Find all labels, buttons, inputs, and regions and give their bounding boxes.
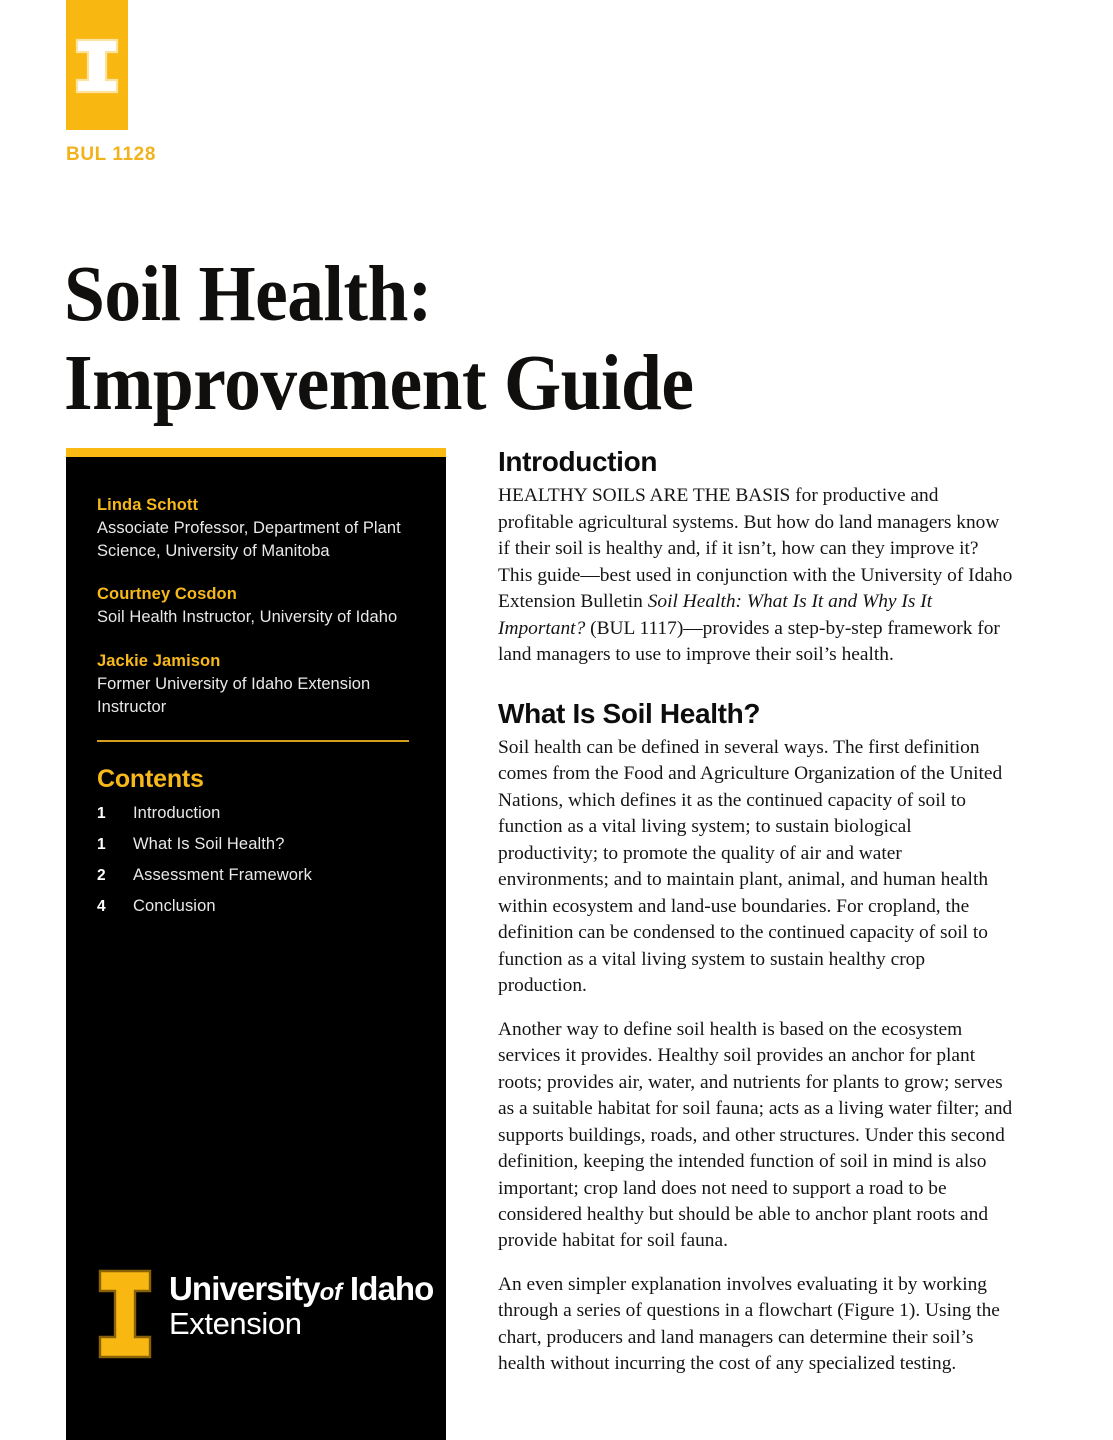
page-title-line-1: Soil Health: [64,250,432,338]
sidebar-gold-rule [66,448,446,457]
author-entry [97,494,420,562]
extension-wordmark-line-2: Extension [169,1306,302,1341]
intro-text-part-2: (BUL 1117)—provides a step-by-step framework for land managers to use to improve their soil’s health. [498,617,1000,666]
sidebar-divider [97,740,409,742]
author-entry [97,650,420,718]
toc-page-number: 2 [97,867,106,885]
intro-text-part-1: HEALTHY SOILS ARE THE BASIS for productive and profitable agricultural systems. But how do land managers know if their soil is healthy and, if it isn’t, how can they improve it? This guide—best used in conjunction with the University of Idaho Extension Bulletin [498,485,1013,613]
paragraph-introduction [498,483,1014,668]
toc-item-what-is-soil-health[interactable] [97,835,420,854]
paragraph-what-is-soil-health-1: Soil health can be defined in several ways. The first definition comes from the Food and Agriculture Organization of the United Nations, which defines it as the continued capacity of soil to function as a vital living system; to sustain biological productivity; to promote the quality of air and water environments; and to maintain plant, animal, and human health within ecosystem and land-use boundaries. For cropland, the definition can be condensed to the continued capacity of soil to function as a vital living system to sustain healthy crop production. [498,736,1003,997]
author-name: Courtney Cosdon [97,585,237,604]
author-role: Former University of Idaho Extension Instructor [97,675,371,716]
block-i-icon [75,38,119,94]
main-text-column [498,446,1014,1378]
toc-item-label: Introduction [133,804,221,823]
sidebar-content [97,494,420,928]
toc-item-label: Assessment Framework [133,866,312,885]
block-i-logo-badge [66,0,128,130]
table-of-contents [97,804,420,916]
toc-page-number: 1 [97,805,106,823]
toc-item-label: Conclusion [133,897,216,916]
sidebar-panel [66,448,446,1440]
paragraph-what-is-soil-health-2: Another way to define soil health is based on the ecosystem services it provides. Healthy soil provides an anchor for plant roots; provides air, water, and nutrients for plants to grow; serves as a suitable habitat for soil fauna; acts as a living water filter; and supports buildings, roads, and other structures. Under this second definition, keeping the intended function of soil in mind is also important; crop land does not need to support a road to be considered healthy but should be able to anchor plant roots and provide habitat for soil fauna. [498,1018,1013,1252]
author-role: Soil Health Instructor, University of Idaho [97,608,398,627]
toc-item-assessment-framework[interactable] [97,866,420,885]
author-entry [97,583,420,629]
extension-wordmark [169,1268,433,1342]
page-title-line-2: Improvement Guide [64,340,694,428]
page-title [64,250,957,429]
author-name: Jackie Jamison [97,651,221,670]
intro-bulletin-title: Soil Health: What Is It and Why Is It Important? [498,591,933,639]
extension-wordmark-line-1 [169,1272,433,1305]
bulletin-number: BUL 1128 [66,144,157,165]
toc-page-number: 1 [97,836,106,854]
author-name: Linda Schott [97,496,199,514]
toc-page-number: 4 [97,898,106,916]
wordmark-of: of [319,1279,342,1306]
toc-item-label: What Is Soil Health? [133,835,285,854]
block-i-icon [97,1268,153,1360]
wordmark-university: University [169,1270,320,1307]
contents-heading: Contents [97,765,204,794]
paragraph-what-is-soil-health-3: An even simpler explanation involves evaluating it by working through a series of questions in a flowchart (Figure 1). Using the chart, producers and land managers can determine their soil’s health without incurring the cost of any specialized testing. [498,1273,1000,1375]
toc-item-introduction[interactable] [97,804,420,823]
toc-item-conclusion[interactable] [97,897,420,916]
university-of-idaho-extension-logo [97,1268,433,1360]
wordmark-idaho: Idaho [349,1270,434,1307]
heading-what-is-soil-health: What Is Soil Health? [498,697,761,729]
heading-introduction: Introduction [498,446,658,477]
author-role: Associate Professor, Department of Plant Science, University of Manitoba [97,519,401,560]
